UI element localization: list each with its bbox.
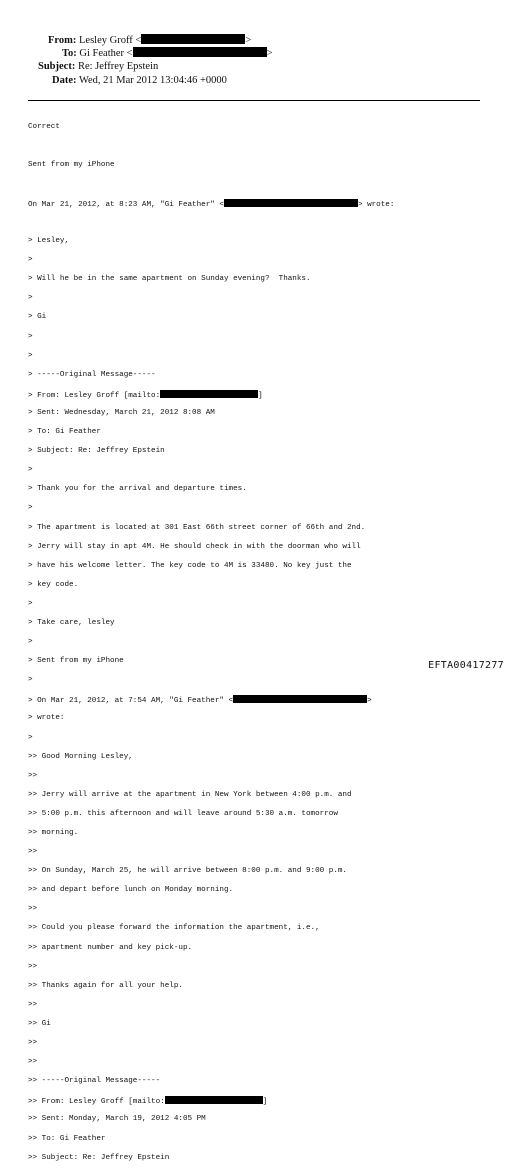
body-line: > Subject: Re: Jeffrey Epstein bbox=[28, 447, 165, 456]
quoted-from: >> From: Lesley Groff [mailto: bbox=[28, 1098, 165, 1107]
body-line: >> bbox=[28, 771, 38, 780]
body-line: > bbox=[28, 676, 33, 685]
body-line: >> To: Gi Feather bbox=[28, 1134, 106, 1143]
body-line: > Take care, lesley bbox=[28, 618, 115, 627]
quote-intro-end: > wrote: bbox=[357, 200, 395, 209]
body-line: >> morning. bbox=[28, 829, 79, 838]
body-line: > bbox=[28, 504, 33, 513]
subject-value: Re: Jeffrey Epstein bbox=[77, 61, 159, 72]
body-line: > bbox=[28, 332, 33, 341]
body-line: >> 5:00 p.m. this afternoon and will leave around 5:30 a.m. tomorrow bbox=[28, 809, 338, 818]
redaction-bar bbox=[165, 1096, 263, 1104]
header-date-row bbox=[52, 74, 227, 87]
redaction-bar bbox=[133, 47, 267, 57]
body-line: > bbox=[28, 466, 33, 475]
document-id: EFTA00417277 bbox=[428, 660, 504, 671]
body-line: > Lesley, bbox=[28, 237, 70, 246]
body-line: >> bbox=[28, 1000, 38, 1009]
quote-intro: On Mar 21, 2012, at 8:23 AM, "Gi Feather" < bbox=[28, 200, 224, 209]
date-label: Date: bbox=[52, 75, 77, 86]
from-close: > bbox=[245, 35, 252, 46]
body-line bbox=[28, 180, 394, 190]
body-line: > bbox=[28, 351, 33, 360]
quoted-from: > From: Lesley Groff [mailto: bbox=[28, 391, 161, 400]
quote-intro-end: > bbox=[367, 697, 372, 706]
body-line bbox=[28, 199, 394, 209]
body-line: >> On Sunday, March 25, he will arrive between 8:00 p.m. and 9:00 p.m. bbox=[28, 867, 347, 876]
body-line: >> Could you please forward the information the apartment, i.e., bbox=[28, 924, 320, 933]
from-name: Lesley Groff < bbox=[79, 35, 142, 46]
body-line: > Jerry will stay in apt 4M. He should check in with the doorman who will bbox=[28, 542, 361, 551]
to-name: Gi Feather < bbox=[79, 48, 133, 59]
to-label: To: bbox=[62, 48, 77, 59]
body-line: >> bbox=[28, 962, 38, 971]
to-close: > bbox=[266, 48, 273, 59]
body-line: > -----Original Message----- bbox=[28, 370, 156, 379]
body-line: > Sent from my iPhone bbox=[28, 657, 124, 666]
body-line: > Gi bbox=[28, 313, 47, 322]
body-line: >> -----Original Message----- bbox=[28, 1077, 161, 1086]
email-body bbox=[28, 113, 394, 1173]
body-line bbox=[28, 390, 394, 400]
header-from-row bbox=[48, 34, 251, 47]
header-divider bbox=[28, 100, 480, 101]
body-line: > bbox=[28, 256, 33, 265]
header-subject-row bbox=[38, 60, 158, 73]
body-line: Correct bbox=[28, 122, 60, 131]
body-line: > bbox=[28, 599, 33, 608]
body-line: >> Subject: Re: Jeffrey Epstein bbox=[28, 1153, 170, 1162]
body-line: > bbox=[28, 733, 33, 742]
body-line: > wrote: bbox=[28, 714, 65, 723]
body-line: > key code. bbox=[28, 580, 79, 589]
body-line: >> Sent: Monday, March 19, 2012 4:05 PM bbox=[28, 1115, 206, 1124]
body-line: > Will he be in the same apartment on Sunday evening? Thanks. bbox=[28, 275, 311, 284]
body-line: >> Jerry will arrive at the apartment in New York between 4:00 p.m. and bbox=[28, 790, 352, 799]
body-line: >> Good Morning Lesley, bbox=[28, 752, 133, 761]
body-line: >> bbox=[28, 1039, 38, 1048]
body-line: > bbox=[28, 638, 33, 647]
body-line: > The apartment is located at 301 East 66th street corner of 66th and 2nd. bbox=[28, 523, 366, 532]
redaction-bar bbox=[233, 695, 367, 703]
from-label: From: bbox=[48, 35, 77, 46]
body-line bbox=[28, 142, 394, 152]
body-line: > have his welcome letter. The key code to 4M is 33480. No key just the bbox=[28, 561, 352, 570]
subject-label: Subject: bbox=[38, 61, 76, 72]
body-line: > Thank you for the arrival and departure times. bbox=[28, 485, 247, 494]
redaction-bar bbox=[224, 199, 358, 207]
body-line: Sent from my iPhone bbox=[28, 160, 115, 169]
body-line: >> apartment number and key pick-up. bbox=[28, 943, 193, 952]
redaction-bar bbox=[160, 390, 258, 398]
body-line bbox=[28, 1096, 394, 1106]
body-line: > To: Gi Feather bbox=[28, 428, 101, 437]
date-value: Wed, 21 Mar 2012 13:04:46 +0000 bbox=[78, 75, 227, 86]
body-line: > bbox=[28, 294, 33, 303]
body-line: >> bbox=[28, 1058, 38, 1067]
body-line: >> bbox=[28, 905, 38, 914]
quote-intro: > On Mar 21, 2012, at 7:54 AM, "Gi Feather" < bbox=[28, 697, 234, 706]
body-line: >> and depart before lunch on Monday morning. bbox=[28, 886, 234, 895]
redaction-bar bbox=[141, 34, 245, 44]
body-line: >> Thanks again for all your help. bbox=[28, 981, 183, 990]
body-line: > Sent: Wednesday, March 21, 2012 8:08 AM bbox=[28, 408, 215, 417]
quoted-from-end: ] bbox=[258, 391, 263, 400]
body-line: >> bbox=[28, 848, 38, 857]
quoted-from-end: ] bbox=[262, 1098, 268, 1107]
body-line bbox=[28, 218, 394, 228]
body-line: >> Gi bbox=[28, 1019, 51, 1028]
header-to-row bbox=[62, 47, 273, 60]
body-line bbox=[28, 695, 394, 705]
